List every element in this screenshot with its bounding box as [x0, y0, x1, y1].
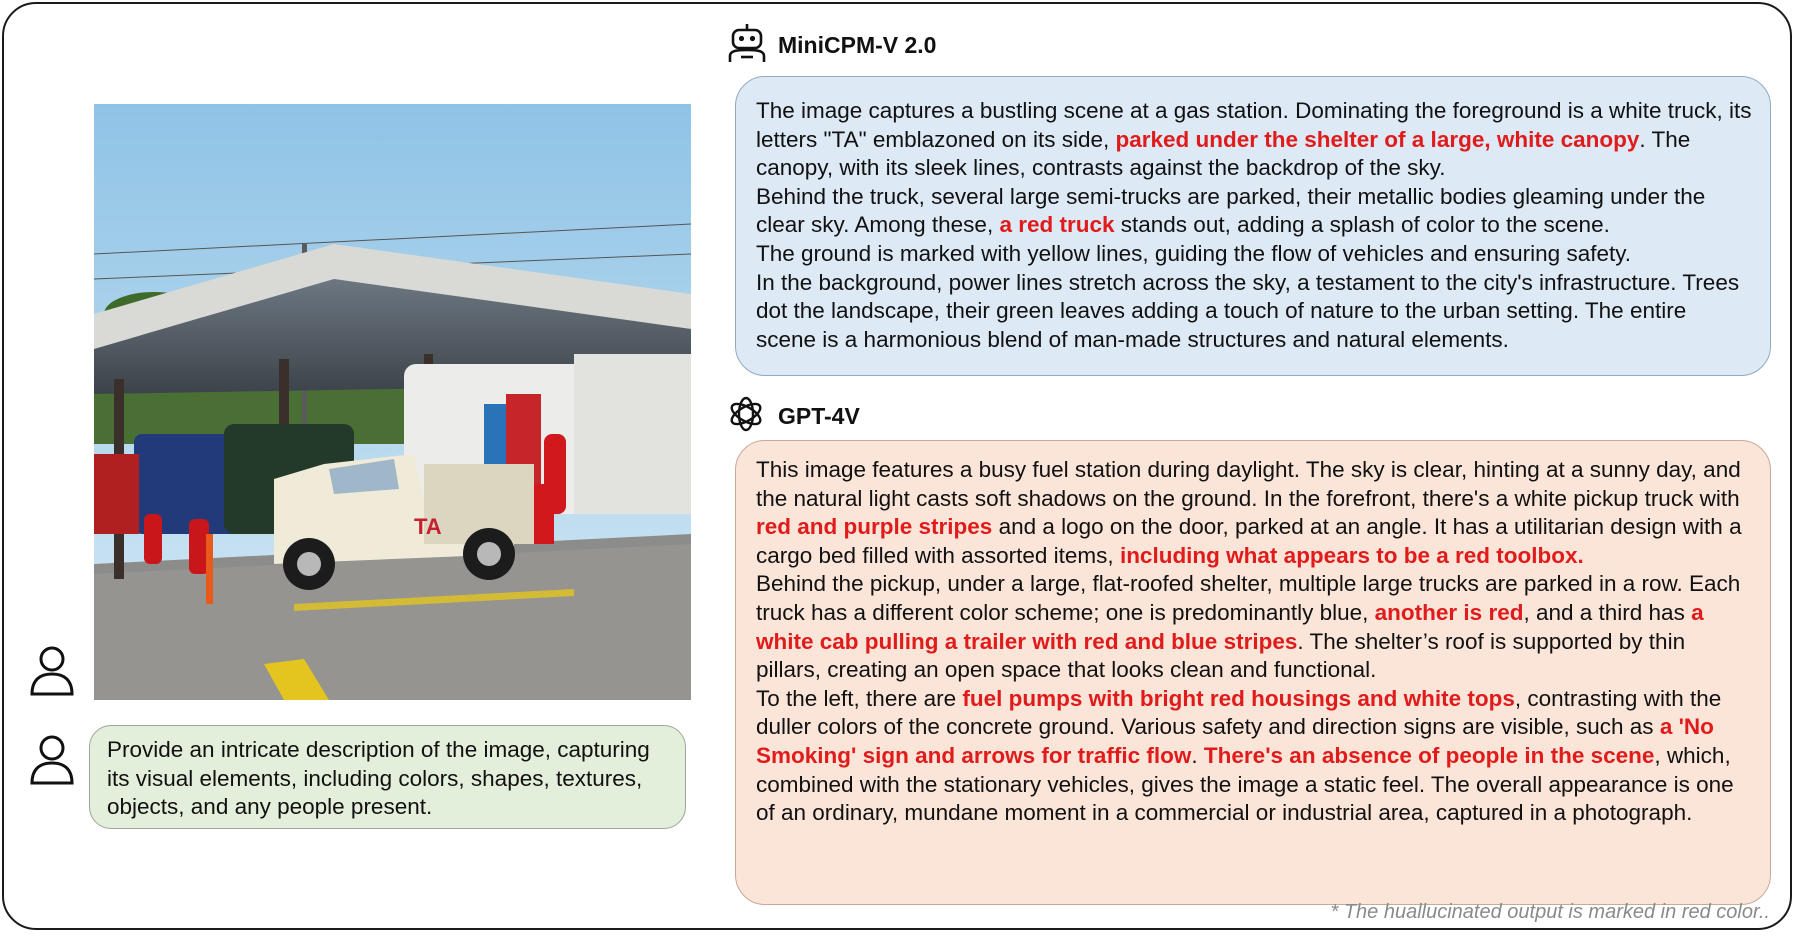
- user-prompt-box: [89, 725, 686, 829]
- hallucinated-span: red and purple stripes: [756, 514, 993, 540]
- response-text-span: .: [1191, 742, 1204, 768]
- minicpm-response-box: [735, 76, 1771, 376]
- response-paragraph: [756, 570, 1752, 684]
- gpt4v-response-box: [735, 440, 1771, 905]
- response-text-span: The ground is marked with yellow lines, guiding the flow of vehicles and ensuring safety.: [756, 240, 1632, 266]
- response-paragraph: [756, 240, 1752, 269]
- user-icon-image: [28, 645, 76, 697]
- response-text-span: Behind the truck, several large semi-trucks are parked, their metallic bodies gleaming under the clear sky. Among these,: [756, 183, 1706, 238]
- hallucinated-span: a red truck: [999, 212, 1115, 238]
- response-text-span: , which, combined with the stationary vehicles, gives the image a static feel. The overall appearance is one of an ordinary, mundane moment in a commercial or industrial area, captured in a photograph.: [756, 742, 1734, 826]
- hallucinated-span: another is red: [1374, 599, 1524, 625]
- openai-logo-icon: [726, 394, 766, 439]
- hallucinated-span: a white cab pulling a trailer with red and blue stripes: [756, 599, 1704, 654]
- truck-logo: TA: [414, 514, 442, 539]
- hallucinated-span: parked under the shelter of a large, white canopy: [1115, 126, 1640, 152]
- hallucinated-span: including what appears to be a red toolbox.: [1119, 542, 1584, 568]
- model-name-gpt4v: GPT-4V: [778, 403, 860, 429]
- response-paragraph: [756, 269, 1752, 355]
- user-prompt-text: Provide an intricate description of the image, capturing its visual elements, including colors, shapes, textures, objects, and any people present.: [107, 737, 650, 820]
- robot-icon: [728, 22, 766, 69]
- response-text-span: In the background, power lines stretch across the sky, a testament to the city's infrastructure. Trees dot the landscape, their green leaves adding a touch of nature to the urban setting. The entire scene is a harmonious blend of man-made structures and natural elements.: [756, 269, 1740, 352]
- gpt4v-header: [726, 394, 860, 439]
- minicpm-header: [728, 22, 936, 69]
- model-name-minicpm: MiniCPM-V 2.0: [778, 32, 937, 58]
- response-text-span: , and a third has: [1523, 599, 1692, 625]
- photo-illustration: [94, 104, 691, 700]
- response-text-span: The image captures a bustling scene at a gas station. Dominating the foreground is a white truck, its letters "TA" emblazoned on its side,: [756, 98, 1752, 152]
- gas-station-photo: [94, 104, 691, 700]
- hallucination-footnote: * The huallucinated output is marked in red color..: [1330, 901, 1770, 923]
- user-icon-prompt: [28, 734, 76, 786]
- response-text-span: . The shelter’s roof is supported by thin pillars, creating an open space that looks clean and functional.: [756, 628, 1686, 683]
- response-paragraph: [756, 685, 1752, 828]
- response-text-span: , contrasting with the duller colors of the concrete ground. Various safety and direction signs are visible, such as: [756, 685, 1722, 740]
- hallucinated-span: a 'No Smoking' sign and arrows for traffic flow: [756, 714, 1714, 768]
- hallucinated-span: fuel pumps with bright red housings and white tops: [962, 685, 1515, 711]
- response-text-span: To the left, there are: [756, 685, 963, 711]
- hallucinated-span: There's an absence of people in the scene: [1203, 742, 1655, 768]
- response-text-span: This image features a busy fuel station during daylight. The sky is clear, hinting at a sunny day, and the natural light casts soft shadows on the ground. In the forefront, there's a white pickup truck with: [756, 457, 1741, 511]
- response-text-span: Behind the pickup, under a large, flat-roofed shelter, multiple large trucks are parked in a row. Each truck has a different color scheme; one is predominantly blue,: [756, 571, 1741, 625]
- response-text-span: . The canopy, with its sleek lines, contrasts against the backdrop of the sky.: [756, 126, 1691, 181]
- response-paragraph: [756, 456, 1752, 570]
- response-paragraph: [756, 183, 1752, 240]
- response-text-span: stands out, adding a splash of color to the scene.: [1114, 212, 1610, 238]
- response-text-span: and a logo on the door, parked at an angle. It has a utilitarian design with a cargo bed filled with assorted items,: [756, 514, 1742, 568]
- response-paragraph: [756, 97, 1752, 183]
